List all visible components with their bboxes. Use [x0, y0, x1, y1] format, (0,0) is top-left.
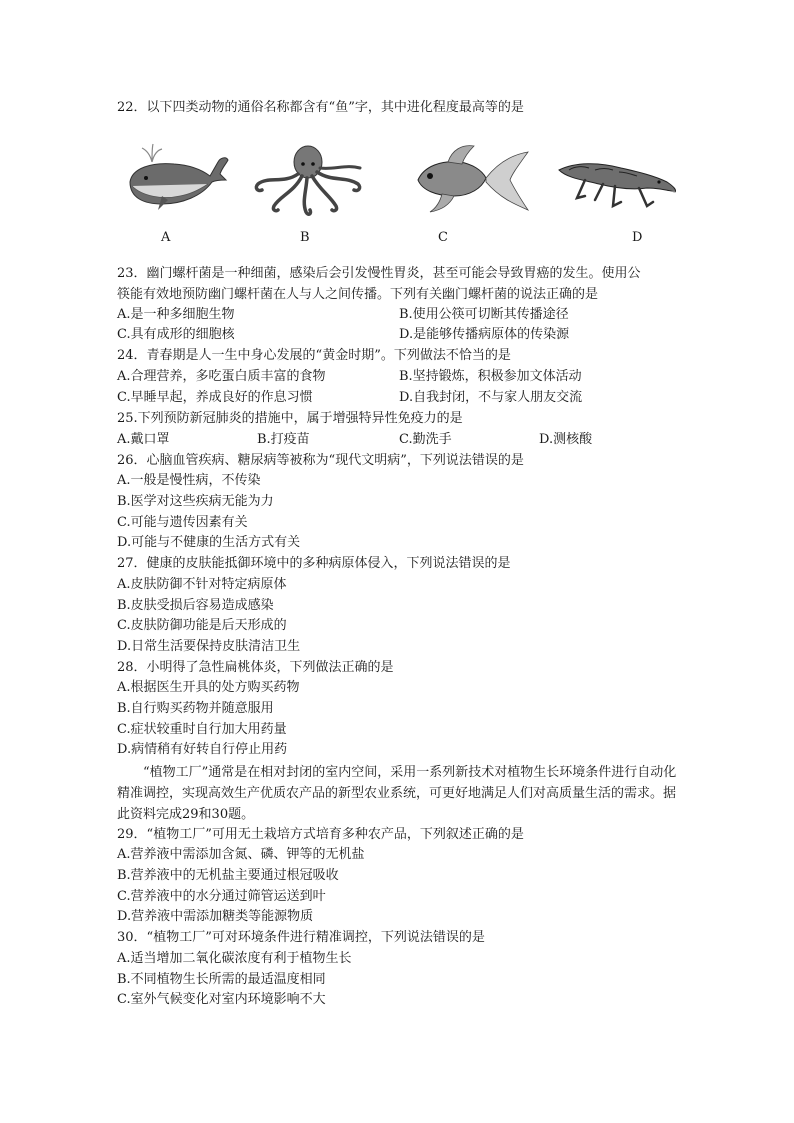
crocodile-icon — [555, 140, 680, 220]
q25-stem: 25.下列预防新冠肺炎的措施中，属于增强特异性免疫力的是 — [117, 411, 463, 426]
q23-option-c: C.具有成形的细胞核 — [117, 327, 235, 342]
q30-option-c: C.室外气候变化对室内环境影响不大 — [117, 992, 326, 1007]
octopus-icon — [250, 140, 370, 220]
q28-option-b: B.自行购买药物并随意服用 — [117, 701, 274, 716]
q27-stem: 27．健康的皮肤能抵御环境中的多种病原体侵入，下列说法错误的是 — [117, 556, 511, 571]
q22-label-c: C — [438, 230, 448, 245]
q22-label-b: B — [300, 230, 310, 245]
q25-option-d: D.测核酸 — [539, 432, 593, 447]
q25-option-a: A.戴口罩 — [117, 432, 170, 447]
q30-option-a: A.适当增加二氧化碳浓度有利于植物生长 — [117, 951, 352, 966]
q26-option-d: D.可能与不健康的生活方式有关 — [117, 535, 301, 550]
q23-option-a: A.是一种多细胞生物 — [117, 307, 235, 322]
q29-stem: 29．“植物工厂”可用无土栽培方式培育多种农产品，下列叙述正确的是 — [117, 827, 524, 842]
q27-option-b: B.皮肤受损后容易造成感染 — [117, 598, 274, 613]
reading-passage: “植物工厂”通常是在相对封闭的室内空间，采用一系列新技术对植物生长环境条件进行自动化精准调控，实现高效生产优质农产品的新型农业系统，可更好地满足人们对高质量生活的需求。据此资料完成29和30题。 — [117, 765, 677, 822]
q30-option-b: B.不同植物生长所需的最适温度相同 — [117, 972, 326, 987]
q27-option-c: C.皮肤防御功能是后天形成的 — [117, 618, 287, 633]
q22-label-a: A — [161, 230, 171, 245]
q29-option-b: B.营养液中的无机盐主要通过根冠吸收 — [117, 868, 339, 883]
q24-option-c: C.早睡早起，养成良好的作息习惯 — [117, 390, 313, 405]
q27-option-d: D.日常生活要保持皮肤清洁卫生 — [117, 639, 301, 654]
q30-stem: 30．“植物工厂”可对环境条件进行精准调控，下列说法错误的是 — [117, 930, 485, 945]
q29-option-d: D.营养液中需添加糖类等能源物质 — [117, 909, 314, 924]
q23-stem-line2: 筷能有效地预防幽门螺杆菌在人与人之间传播。下列有关幽门螺杆菌的说法正确的是 — [117, 287, 599, 302]
q28-stem: 28．小明得了急性扁桃体炎，下列做法正确的是 — [117, 660, 394, 675]
q29-option-c: C.营养液中的水分通过筛管运送到叶 — [117, 889, 326, 904]
q26-option-c: C.可能与遗传因素有关 — [117, 515, 248, 530]
q22-label-d: D — [632, 230, 643, 245]
q23-option-b: B.使用公筷可切断其传播途径 — [399, 307, 569, 322]
q24-stem: 24．青春期是人一生中身心发展的“黄金时期”。下列做法不恰当的是 — [117, 348, 511, 363]
q25-option-b: B.打疫苗 — [257, 432, 310, 447]
q23-stem-line1: 23．幽门螺杆菌是一种细菌，感染后会引发慢性胃炎，甚至可能会导致胃癌的发生。使用公 — [117, 266, 641, 281]
whale-icon — [122, 140, 232, 220]
q26-option-a: A.一般是慢性病，不传染 — [117, 473, 261, 488]
q28-option-a: A.根据医生开具的处方购买药物 — [117, 680, 300, 695]
goldfish-icon — [412, 140, 532, 220]
q28-option-c: C.症状较重时自行加大用药量 — [117, 722, 287, 737]
q24-option-a: A.合理营养，多吃蛋白质丰富的食物 — [117, 369, 326, 384]
q24-option-b: B.坚持锻炼，积极参加文体活动 — [399, 369, 582, 384]
q26-stem: 26．心脑血管疾病、糖尿病等被称为“现代文明病”，下列说法错误的是 — [117, 453, 524, 468]
q24-option-d: D.自我封闭，不与家人朋友交流 — [399, 390, 583, 405]
q28-option-d: D.病情稍有好转自行停止用药 — [117, 742, 288, 757]
q25-option-c: C.勤洗手 — [399, 432, 452, 447]
q23-option-d: D.是能够传播病原体的传染源 — [399, 327, 570, 342]
q29-option-a: A.营养液中需添加含氮、磷、钾等的无机盐 — [117, 847, 365, 862]
q26-option-b: B.医学对这些疾病无能为力 — [117, 494, 274, 509]
q22-stem: 22．以下四类动物的通俗名称都含有“鱼”字，其中进化程度最高等的是 — [117, 100, 524, 115]
q27-option-a: A.皮肤防御不针对特定病原体 — [117, 577, 287, 592]
